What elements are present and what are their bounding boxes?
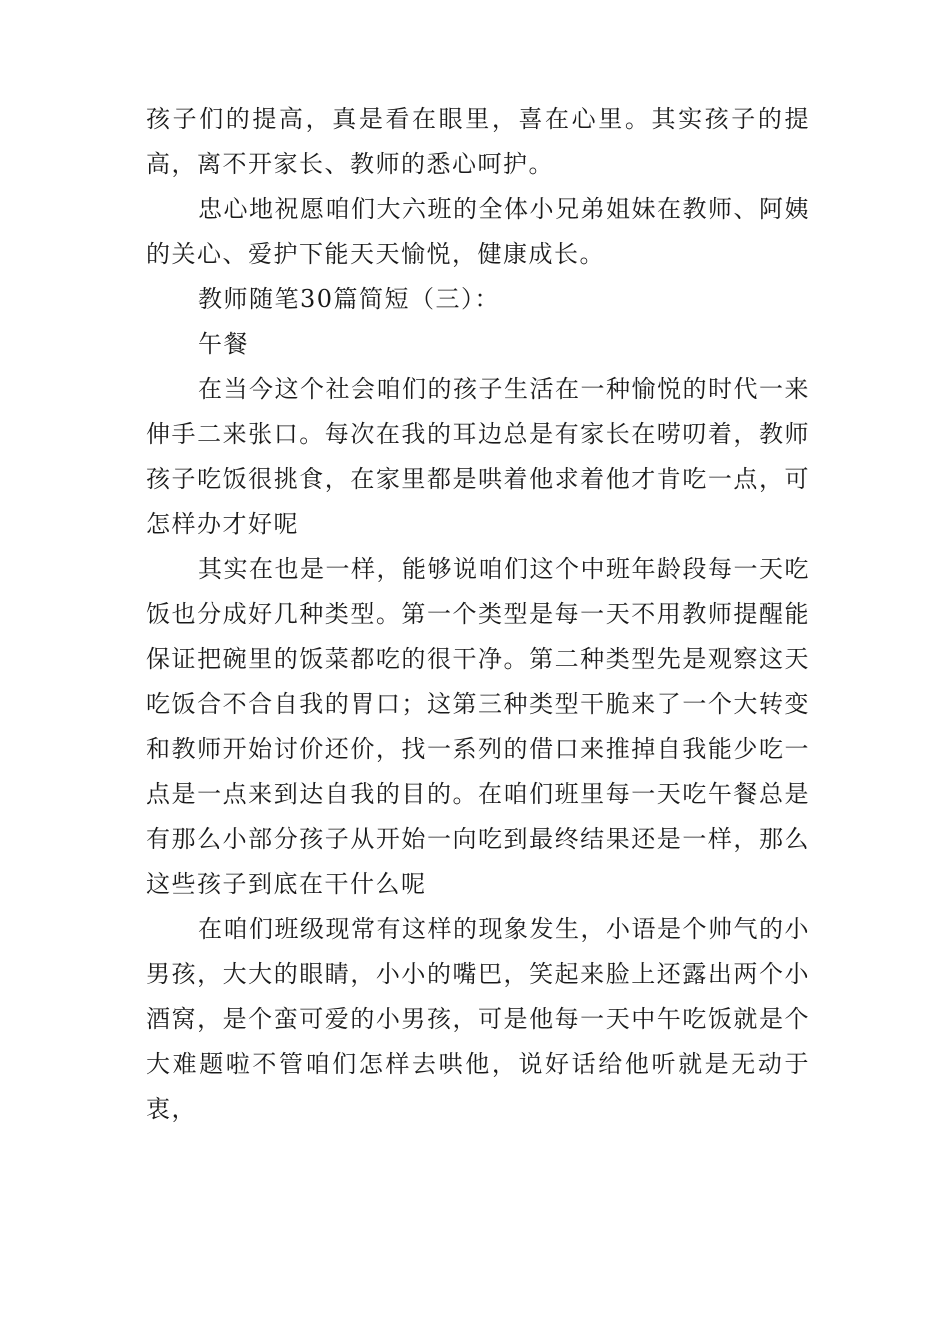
document-body [146,97,810,1132]
paragraph-4: 其实在也是一样，能够说咱们这个中班年龄段每一天吃饭也分成好几种类型。第一个类型是每一天不用教师提醒能保证把碗里的饭菜都吃的很干净。第二种类型先是观察这天吃饭合不合自我的胃口；这第三种类型干脆来了一个大转变和教师开始讨价还价，找一系列的借口来推掉自我能少吃一点是一点来到达自我的目的。在咱们班里每一天吃午餐总是有那么小部分孩子从开始一向吃到最终结果还是一样，那么这些孩子到底在干什么呢 [146,555,810,898]
paragraph-3: 在当今这个社会咱们的孩子生活在一种愉悦的时代一来伸手二来张口。每次在我的耳边总是有家长在唠叨着，教师孩子吃饭很挑食，在家里都是哄着他求着他才肯吃一点，可怎样办才好呢 [146,375,810,538]
paragraph-5: 在咱们班级现常有这样的现象发生，小语是个帅气的小男孩，大大的眼睛，小小的嘴巴，笑起来脸上还露出两个小酒窝，是个蛮可爱的小男孩，可是他每一天中午吃饭就是个大难题啦不管咱们怎样去哄他，说好话给他听就是无动于衷， [146,915,810,1123]
section-heading: 教师随笔30篇简短（三）： [198,285,501,313]
article-title: 午餐 [198,330,249,358]
paragraph-2: 忠心地祝愿咱们大六班的全体小兄弟姐妹在教师、阿姨的关心、爱护下能天天愉悦，健康成长。 [146,195,810,268]
paragraph-1: 孩子们的提高，真是看在眼里，喜在心里。其实孩子的提高，离不开家长、教师的悉心呵护。 [146,105,810,178]
